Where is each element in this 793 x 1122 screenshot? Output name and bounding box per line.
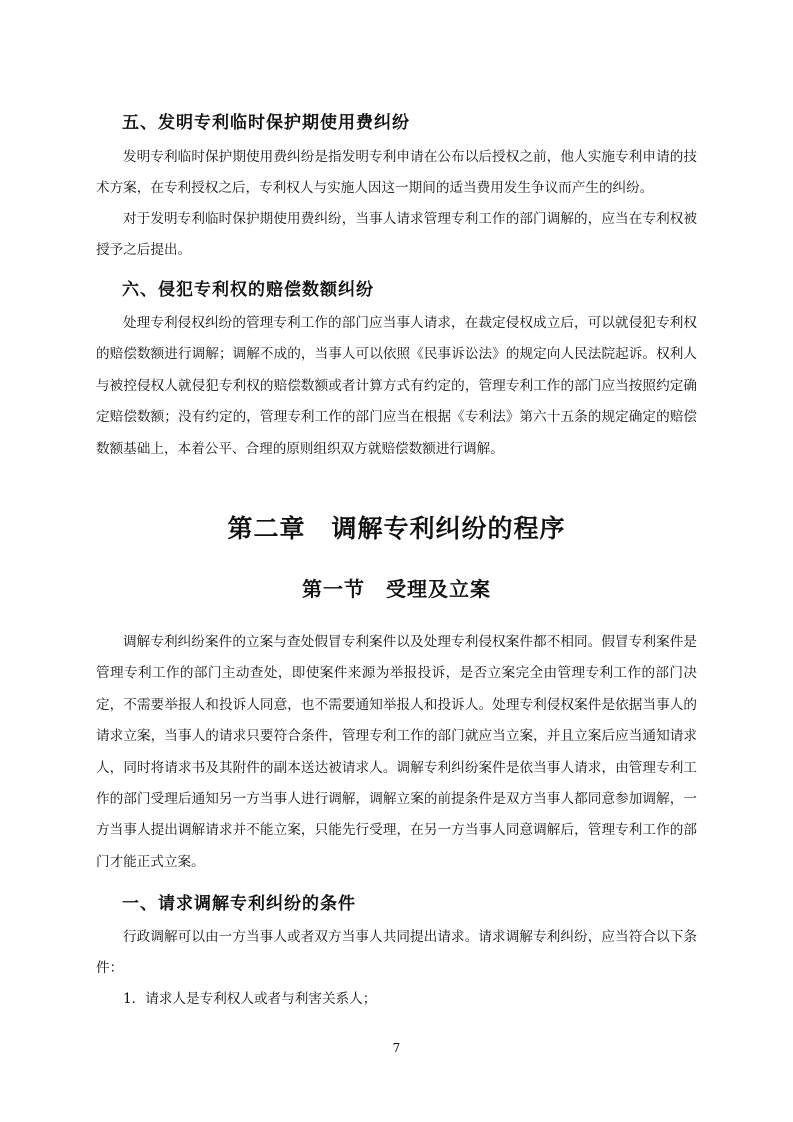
list-item: 1．请求人是专利权人或者与利害关系人； [123,991,377,1007]
paragraph: 处理专利侵权纠纷的管理专利工作的部门应当事人请求，在裁定侵权成立后，可以就侵犯专利权的赔偿数额进行调解；调解不成的，当事人可以依照《民事诉讼法》的规定向人民法院起诉。权利人与被控侵权人就侵犯专利权的赔偿数额或者计算方式有约定的，管理专利工作的部门应当按照约定确定赔偿数额；没有约定的，管理专利工作的部门应当在根据《专利法》第六十五条的规定确定的赔偿数额基础上，本着公平、合理的原则组织双方就赔偿数额进行调解。 [96,315,697,457]
paragraph: 发明专利临时保护期使用费纠纷是指发明专利申请在公布以后授权之前，他人实施专利申请的技术方案，在专利授权之后，专利权人与实施人因这一期间的适当费用发生争议而产生的纠纷。 [96,149,697,197]
page-number: 7 [392,1041,401,1055]
section-heading-6: 六、侵犯专利权的赔偿数额纠纷 [122,280,374,300]
paragraph: 行政调解可以由一方当事人或者双方当事人共同提出请求。请求调解专利纠纷，应当符合以下条件： [96,929,697,977]
paragraph: 调解专利纠纷案件的立案与查处假冒专利案件以及处理专利侵权案件都不相同。假冒专利案件是管理专利工作的部门主动查处，即使案件来源为举报投诉，是否立案完全由管理专利工作的部门决定，不需要举报人和投诉人同意，也不需要通知举报人和投诉人。处理专利侵权案件是依据当事人的请求立案，当事人的请求只要符合条件，管理专利工作的部门就应当立案，并且立案后应当通知请求人，同时将请求书及其附件的副本送达被请求人。调解专利纠纷案件是依当事人请求，由管理专利工作的部门受理后通知另一方当事人进行调解，调解立案的前提条件是双方当事人都同意参加调解，一方当事人提出调解请求并不能立案，只能先行受理，在另一方当事人同意调解后，管理专利工作的部门才能正式立案。 [96,634,697,870]
subsection-heading-1: 一、请求调解专利纠纷的条件 [122,894,356,914]
paragraph: 对于发明专利临时保护期使用费纠纷，当事人请求管理专利工作的部门调解的，应当在专利权被授予之后提出。 [96,211,697,259]
section-title: 第一节 受理及立案 [302,577,491,601]
section-heading-5: 五、发明专利临时保护期使用费纠纷 [122,113,410,133]
chapter-title: 第二章 调解专利纠纷的程序 [227,514,566,543]
